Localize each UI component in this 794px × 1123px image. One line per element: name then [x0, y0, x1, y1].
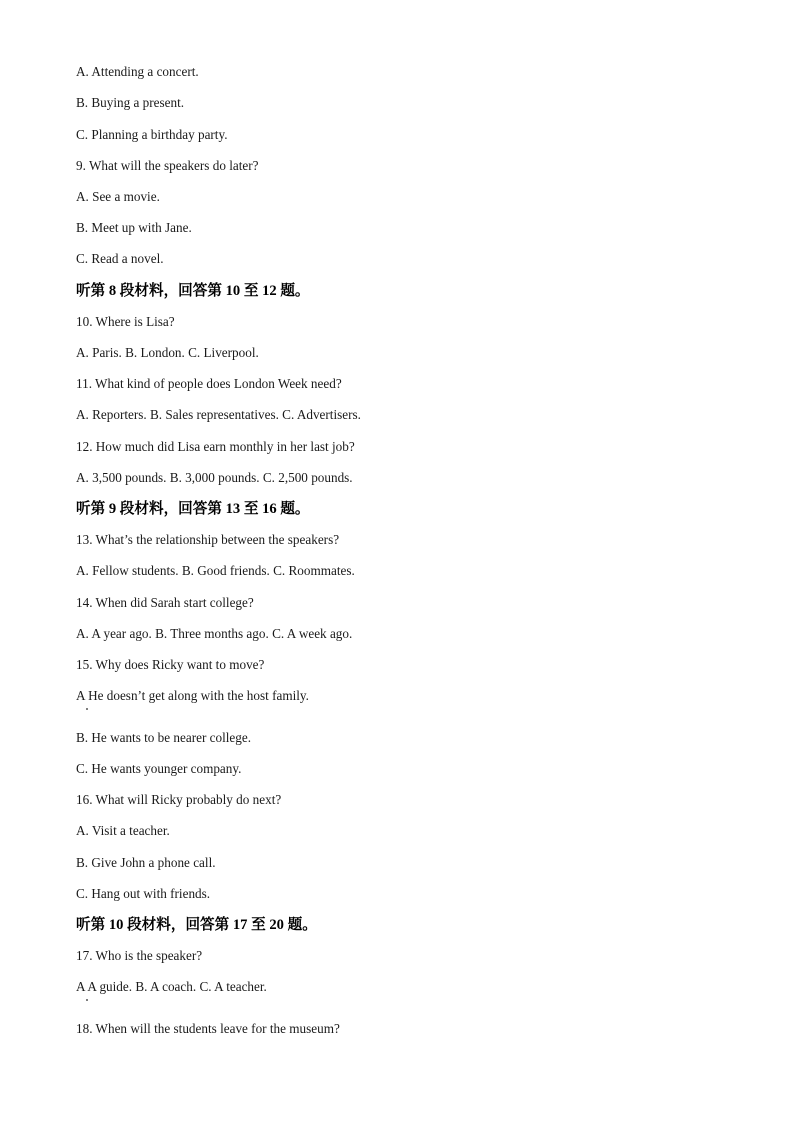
- option-9c: C. Read a novel.: [76, 251, 164, 266]
- section-heading-10: 听第 10 段材料，回答第 17 至 20 题。: [76, 917, 317, 933]
- options-10: A. Paris. B. London. C. Liverpool.: [76, 345, 259, 360]
- option-8c: C. Planning a birthday party.: [76, 127, 228, 142]
- question-14: 14. When did Sarah start college?: [76, 595, 254, 610]
- option-16c: C. Hang out with friends.: [76, 886, 211, 901]
- option-9b: B. Meet up with Jane.: [76, 220, 192, 235]
- question-12: 12. How much did Lisa earn monthly in her last job?: [76, 439, 355, 454]
- options-11: A. Reporters. B. Sales representatives. C. Advertisers.: [76, 407, 361, 422]
- options-12: A. 3,500 pounds. B. 3,000 pounds. C. 2,500 pounds.: [76, 470, 353, 485]
- question-10: 10. Where is Lisa?: [76, 314, 175, 329]
- question-18: 18. When will the students leave for the museum?: [76, 1021, 340, 1036]
- option-15b: B. He wants to be nearer college.: [76, 730, 252, 745]
- question-15: 15. Why does Ricky want to move?: [76, 657, 265, 672]
- section-heading-8: 听第 8 段材料，回答第 10 至 12 题。: [76, 283, 310, 299]
- option-8b: B. Buying a present.: [76, 95, 185, 110]
- question-13: 13. What’s the relationship between the speakers?: [76, 532, 340, 547]
- section-heading-9: 听第 9 段材料，回答第 13 至 16 题。: [76, 501, 310, 517]
- question-11: 11. What kind of people does London Week need?: [76, 376, 342, 391]
- options-13: A. Fellow students. B. Good friends. C. Roommates.: [76, 563, 355, 578]
- option-15a: A He doesn’t get along with the host family.: [76, 688, 309, 703]
- stray-dot: [86, 708, 88, 710]
- stray-dot: [86, 999, 88, 1001]
- option-9a: A. See a movie.: [76, 189, 160, 204]
- option-8a: A. Attending a concert.: [76, 64, 199, 79]
- option-16a: A. Visit a teacher.: [76, 823, 170, 838]
- option-16b: B. Give John a phone call.: [76, 855, 216, 870]
- options-17: A A guide. B. A coach. C. A teacher.: [76, 979, 267, 994]
- question-9: 9. What will the speakers do later?: [76, 158, 259, 173]
- question-17: 17. Who is the speaker?: [76, 948, 203, 963]
- options-14: A. A year ago. B. Three months ago. C. A week ago.: [76, 626, 353, 641]
- option-15c: C. He wants younger company.: [76, 761, 242, 776]
- question-16: 16. What will Ricky probably do next?: [76, 792, 282, 807]
